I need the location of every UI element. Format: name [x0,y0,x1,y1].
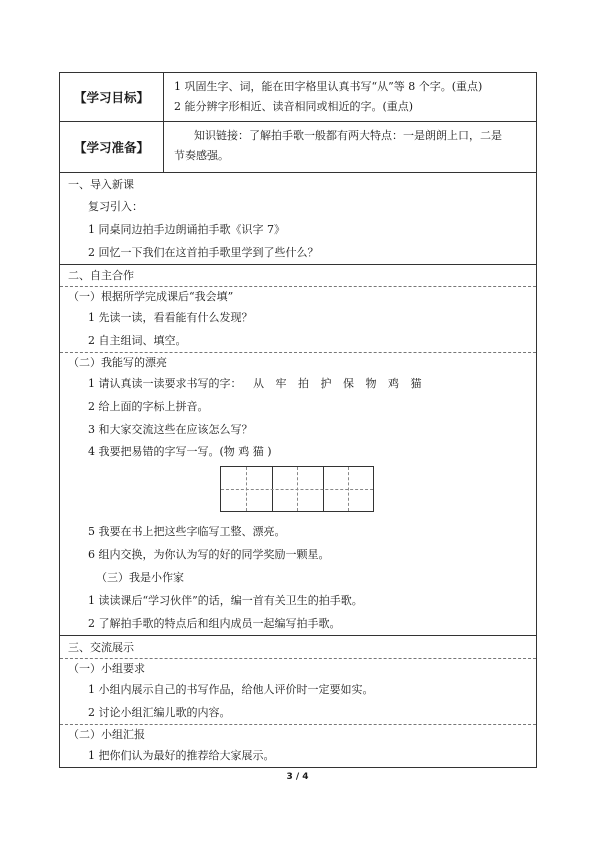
section-title: 二、自主合作 [68,269,134,282]
char-item: 鸡 [388,377,399,390]
prep-text-line: 知识链接：了解拍手歌一般都有两大特点：一是朗朗上口，二是 [194,129,502,142]
section-intro-row [60,173,537,265]
char-item: 物 [365,377,377,390]
goal-item: 1 巩固生字、词，能在田字格里认真书写“从”等 8 个字。(重点) [174,80,483,93]
list-item: 2 自主组词、填空。 [88,334,187,347]
section-cooperate [60,265,537,636]
list-item: 6 组内交换，为你认为写的好的同学奖励一颗星。 [88,548,330,561]
list-item: 2 给上面的字标上拼音。 [88,400,209,413]
prep-row [60,122,537,173]
section-intro [60,173,537,265]
char-item: 护 [320,377,332,390]
subsection-title: （一）根据所学完成课后“我会填” [60,286,536,306]
list-item: 1 小组内展示自己的书写作品，给他人评价时一定要如实。 [88,683,374,696]
section-title: 一、导入新课 [68,178,134,191]
section-cooperate-row [60,265,537,636]
section-share [60,636,537,768]
tianzige-writing-grid [220,466,374,512]
char-item: 牢 [275,377,287,390]
list-item [60,372,536,395]
prep-label: 【学习准备】 [60,122,164,173]
goals-row [60,73,537,122]
char-item: 保 [343,377,354,390]
page-number: 3 / 4 [286,772,309,782]
goal-item: 2 能分辨字形相近、读音相同或相近的字。(重点) [174,100,414,113]
char-item: 猫 [410,377,422,390]
section-title: 三、交流展示 [68,641,134,654]
writing-grid-area [60,462,536,520]
char-item: 从 [253,377,264,390]
char-item: 拍 [298,377,309,390]
subsection-title: （一）小组要求 [60,658,536,678]
section-share-row [60,636,537,768]
goals-content [164,73,537,122]
list-item: 2 了解拍手歌的特点后和组内成员一起编写拍手歌。 [88,617,341,630]
list-item: 2 回忆一下我们在这首拍手歌里学到了些什么？ [88,246,319,259]
list-item: 1 读读课后“学习伙伴”的话，编一首有关卫生的拍手歌。 [88,594,363,607]
list-item: 1 把你们认为最好的推荐给大家展示。 [88,749,275,762]
list-item: 5 我要在书上把这些字临写工整、漂亮。 [88,525,286,538]
list-item: 1 同桌同边拍手边朗诵拍手歌《识字 7》 [88,223,285,236]
list-item: 3 和大家交流这些在应该怎么写？ [88,423,253,436]
goals-label: 【学习目标】 [60,73,164,122]
list-item-text: 1 请认真读一读要求书写的字： [88,377,242,390]
prep-text-line: 节奏感强。 [174,149,229,162]
subsection-title: （二）小组汇报 [60,724,536,744]
list-item: 2 讨论小组汇编儿歌的内容。 [88,706,231,719]
prep-content [164,122,537,173]
list-item: 4 我要把易错的字写一写。(物 鸡 猫 ) [88,445,272,458]
subsection-title: （二）我能写的漂亮 [60,352,536,372]
list-item: 1 先读一读，看看能有什么发现？ [88,311,253,324]
lesson-plan-table [59,72,537,768]
subsection-title: （三）我是小作家 [96,571,184,584]
list-item: 复习引入： [88,200,143,213]
